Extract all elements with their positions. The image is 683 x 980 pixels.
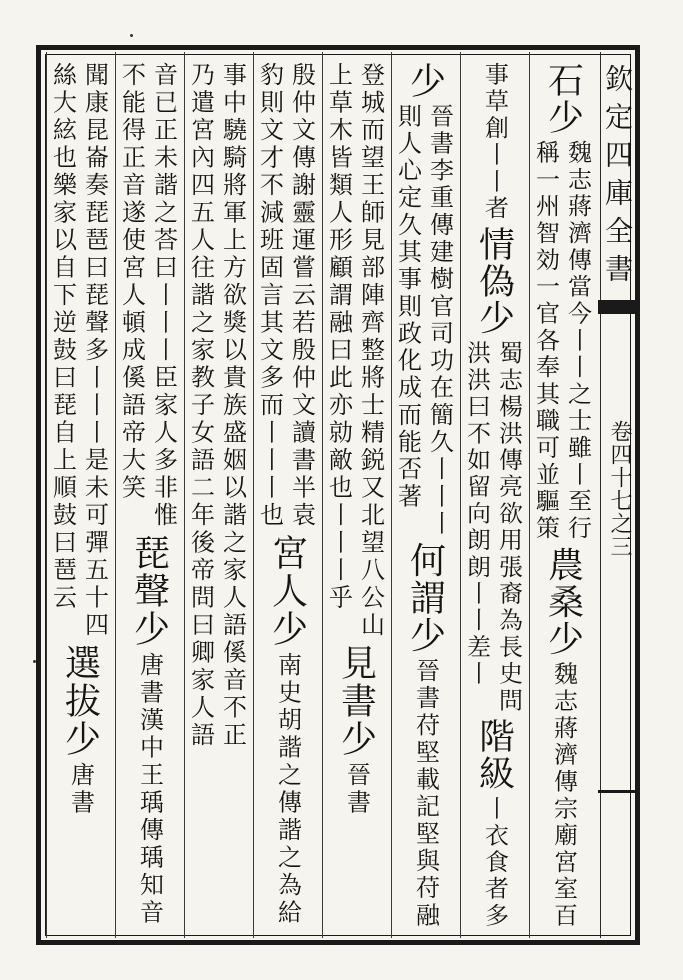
text-column <box>46 62 115 932</box>
text-column <box>322 62 391 932</box>
commentary-line-right: 魏志蔣濟傳當今丨丨之士雖丨至行 <box>563 140 592 543</box>
commentary-line-left: 乃遣宮內四五人往諧之家教子女語二年後帝問曰卿家人語 <box>186 62 215 750</box>
commentary-line-left: 洪洪曰不如留向朗朗丨丨差丨 <box>462 340 491 688</box>
commentary-line-left: 不能得正音遂使宮人頓成傒語帝大笑 <box>117 62 146 502</box>
commentary-line-left: 絲大絃也樂家以自下逆鼓曰琵自上順鼓曰琶云 <box>48 62 77 612</box>
commentary-line: 南史胡諧之傳諧之為給 <box>273 651 302 927</box>
commentary-line: 唐書漢中王瑀傳瑀知音 <box>135 651 164 927</box>
commentary-line-right: 蜀志楊洪傳亮欲用張裔為長史問 <box>494 340 523 715</box>
headword: 琵聲少 <box>128 533 170 648</box>
commentary-line: 丨衣食者多 <box>480 796 509 930</box>
commentary-line: 晉書 <box>342 761 371 817</box>
text-column <box>460 62 529 930</box>
headword: 選拔少 <box>59 643 101 758</box>
headword: 見書少 <box>335 643 377 758</box>
text-column <box>391 62 460 930</box>
commentary-line: 晉書苻堅載記堅與苻融 <box>411 658 440 930</box>
commentary-line-right: 音已正未諧之荅曰丨丨丨臣家人多非惟 <box>149 62 178 530</box>
commentary-line-left: 稱一州智効一官各奉其職可並驅策 <box>531 140 560 543</box>
text-column <box>184 62 253 932</box>
scan-speck <box>130 34 133 37</box>
volume-label: 卷四十七之三 <box>607 420 632 558</box>
commentary-line-right: 晉書李重傳建樹官司功在簡久丨丨丨 <box>425 103 454 538</box>
headword: 何謂少 <box>404 541 446 655</box>
commentary-line-left: 則人心定久其事則政化成而能否著 <box>393 103 422 511</box>
headword: 宮人少 <box>266 533 308 648</box>
commentary-line: 魏志蔣濟傳宗廟宮室百 <box>549 661 578 930</box>
commentary-line-right: 殷仲文傳謝靈運嘗云若殷仲文讀書半袁 <box>287 62 316 530</box>
band-lower-mark <box>598 790 640 793</box>
commentary-line: 事草創丨丨者 <box>480 62 509 223</box>
headword: 階級 <box>473 718 515 793</box>
commentary-line: 唐書 <box>66 761 95 817</box>
headword: 石少 <box>542 62 584 137</box>
scan-speck <box>33 660 36 663</box>
commentary-line-left: 豹則文才不減班固言其文多而丨丨丨也 <box>255 62 284 530</box>
text-column <box>253 62 322 932</box>
commentary-line-right: 聞康昆崙奏琵琶曰琵聲多丨丨丨是未可彈五十四 <box>80 62 109 640</box>
headword: 情偽少 <box>473 226 515 337</box>
commentary-line-right: 事中驍騎將軍上方欲獎以貴族盛姻以諧之家人語傒音不正 <box>218 62 247 750</box>
text-column <box>115 62 184 932</box>
commentary-line-left: 上草木皆類人形顧謂融曰此亦勍敵也丨丨丨乎 <box>324 62 353 612</box>
headword: 少 <box>404 62 446 100</box>
book-title: 欽定四庫全書 <box>601 64 634 292</box>
commentary-line-right: 登城而望王師見部陣齊整將士精鋭又北望八公山 <box>356 62 385 640</box>
headword: 農桑少 <box>542 546 584 658</box>
text-column <box>529 62 598 930</box>
fish-tail-mark <box>598 300 640 314</box>
